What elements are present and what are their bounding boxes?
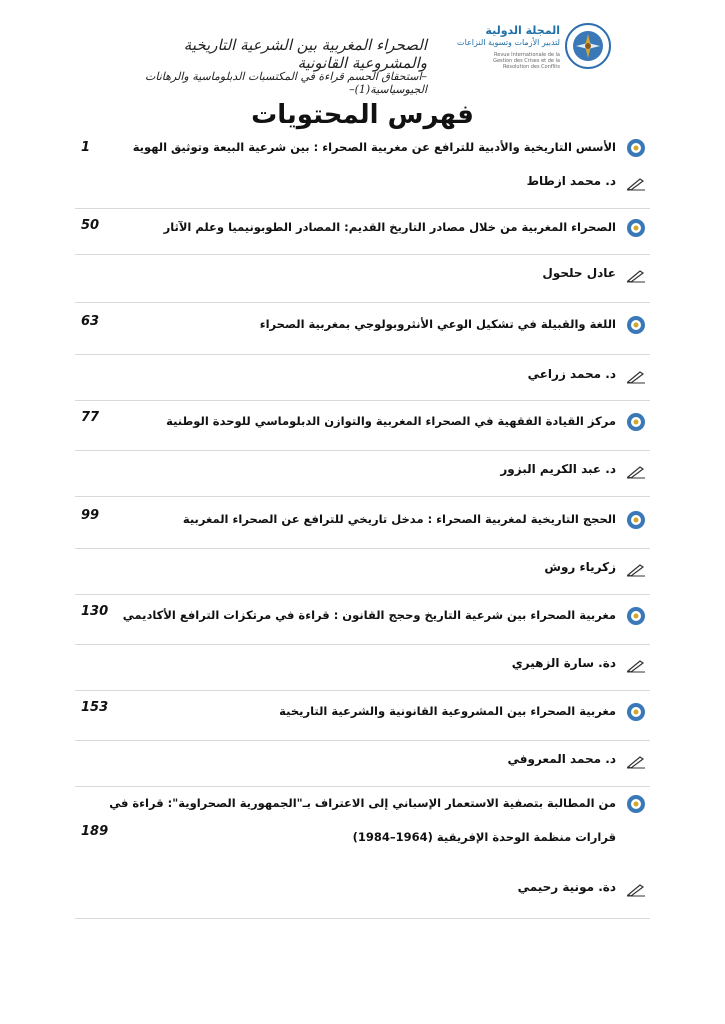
- toc-page-number[interactable]: 77: [81, 410, 100, 425]
- logo-tagline: لتدبير الأزمات وتسوية النزاعات: [457, 38, 560, 47]
- toc-entry-author: د. محمد المعروفي: [507, 752, 616, 766]
- toc-entry-title[interactable]: مغربية الصحراء بين المشروعية القانونية والشرعية التاريخية: [279, 704, 616, 718]
- pen-writing-icon: [626, 657, 646, 673]
- divider: [75, 302, 650, 303]
- toc-entry-title[interactable]: مغربية الصحراء بين شرعية التاريخ وحجج القانون : قراءة في مرتكزات الترافع الأكاديمي: [122, 608, 616, 622]
- divider: [75, 254, 650, 255]
- logo-small-text: Revue Internationale de la Gestion des Crises et de la Résolution des Conflits: [493, 52, 560, 70]
- divider: [75, 450, 650, 451]
- toc-page-number[interactable]: 63: [81, 314, 100, 329]
- page-header: [0, 0, 725, 110]
- toc-page-number[interactable]: 99: [81, 508, 100, 523]
- toc-page-number[interactable]: 50: [81, 218, 100, 233]
- pen-writing-icon: [626, 881, 646, 897]
- pen-writing-icon: [626, 753, 646, 769]
- journal-bullet-icon: [626, 315, 646, 335]
- divider: [75, 548, 650, 549]
- toc-entry-title[interactable]: الأسس التاريخية والأدبية للترافع عن مغربية الصحراء : بين شرعية البيعة وتوثيق الهوية: [132, 140, 616, 154]
- logo-name: المجلة الدولية: [485, 24, 560, 37]
- toc-entry-author: زكرياء روش: [544, 560, 616, 574]
- divider: [75, 496, 650, 497]
- toc-entry-author: دة. سارة الزهيري: [511, 656, 616, 670]
- page-title: فهرس المحتويات: [251, 100, 474, 130]
- divider: [75, 208, 650, 209]
- toc-entry-author: دة. مونية رحيمي: [517, 880, 616, 894]
- toc-entry-title[interactable]: مركز القيادة الفقهية في الصحراء المغربية والتوازن الدبلوماسي للوحدة الوطنية: [166, 414, 616, 428]
- journal-bullet-icon: [626, 218, 646, 238]
- toc-page-number[interactable]: 189: [81, 824, 109, 839]
- journal-subtitle: –استحقاق الحسم قراءة في المكتسبات الدبلوماسية والرهانات الجيوسياسية(1)–: [145, 70, 427, 96]
- toc-entry-title[interactable]: من المطالبة بتصفية الاستعمار الإسباني إلى الاعتراف بـ"الجمهورية الصحراوية": قراءة في قرارات منظمة الوحدة الإفريقية (1964–1984): [109, 796, 616, 844]
- toc-entry-title[interactable]: الصحراء المغربية من خلال مصادر التاريخ القديم: المصادر الطوبونيميا وعلم الآثار: [163, 220, 616, 234]
- journal-bullet-icon: [626, 138, 646, 158]
- toc-entry-author: د. عبد الكريم البزور: [500, 462, 616, 476]
- toc-entry-author: عادل حلحول: [542, 266, 616, 280]
- toc-entry-title[interactable]: اللغة والقبيلة في تشكيل الوعي الأنثروبولوجي بمغربية الصحراء: [259, 317, 616, 331]
- journal-bullet-icon: [626, 702, 646, 722]
- toc-page-number[interactable]: 130: [81, 604, 109, 619]
- journal-bullet-icon: [626, 412, 646, 432]
- divider: [75, 594, 650, 595]
- journal-bullet-icon: [626, 794, 646, 814]
- divider: [75, 918, 650, 919]
- pen-writing-icon: [626, 463, 646, 479]
- divider: [75, 740, 650, 741]
- pen-writing-icon: [626, 267, 646, 283]
- journal-logo: [457, 22, 612, 84]
- divider: [75, 644, 650, 645]
- pen-writing-icon: [626, 561, 646, 577]
- toc-entry-author: د. محمد ازطاط: [526, 174, 616, 188]
- toc-entry-author: د. محمد زراعي: [527, 367, 616, 381]
- journal-bullet-icon: [626, 510, 646, 530]
- pen-writing-icon: [626, 175, 646, 191]
- logo-seal-icon: [564, 22, 612, 70]
- journal-bullet-icon: [626, 606, 646, 626]
- toc-entry-title[interactable]: الحجج التاريخية لمغربية الصحراء : مدخل تاريخي للترافع عن الصحراء المغربية: [182, 512, 616, 526]
- divider: [75, 400, 650, 401]
- pen-writing-icon: [626, 368, 646, 384]
- divider: [75, 690, 650, 691]
- toc-page-number[interactable]: 1: [81, 140, 91, 155]
- toc-page-number[interactable]: 153: [81, 700, 109, 715]
- divider: [75, 354, 650, 355]
- journal-title: الصحراء المغربية بين الشرعية التاريخية والمشروعية القانونية: [183, 36, 427, 72]
